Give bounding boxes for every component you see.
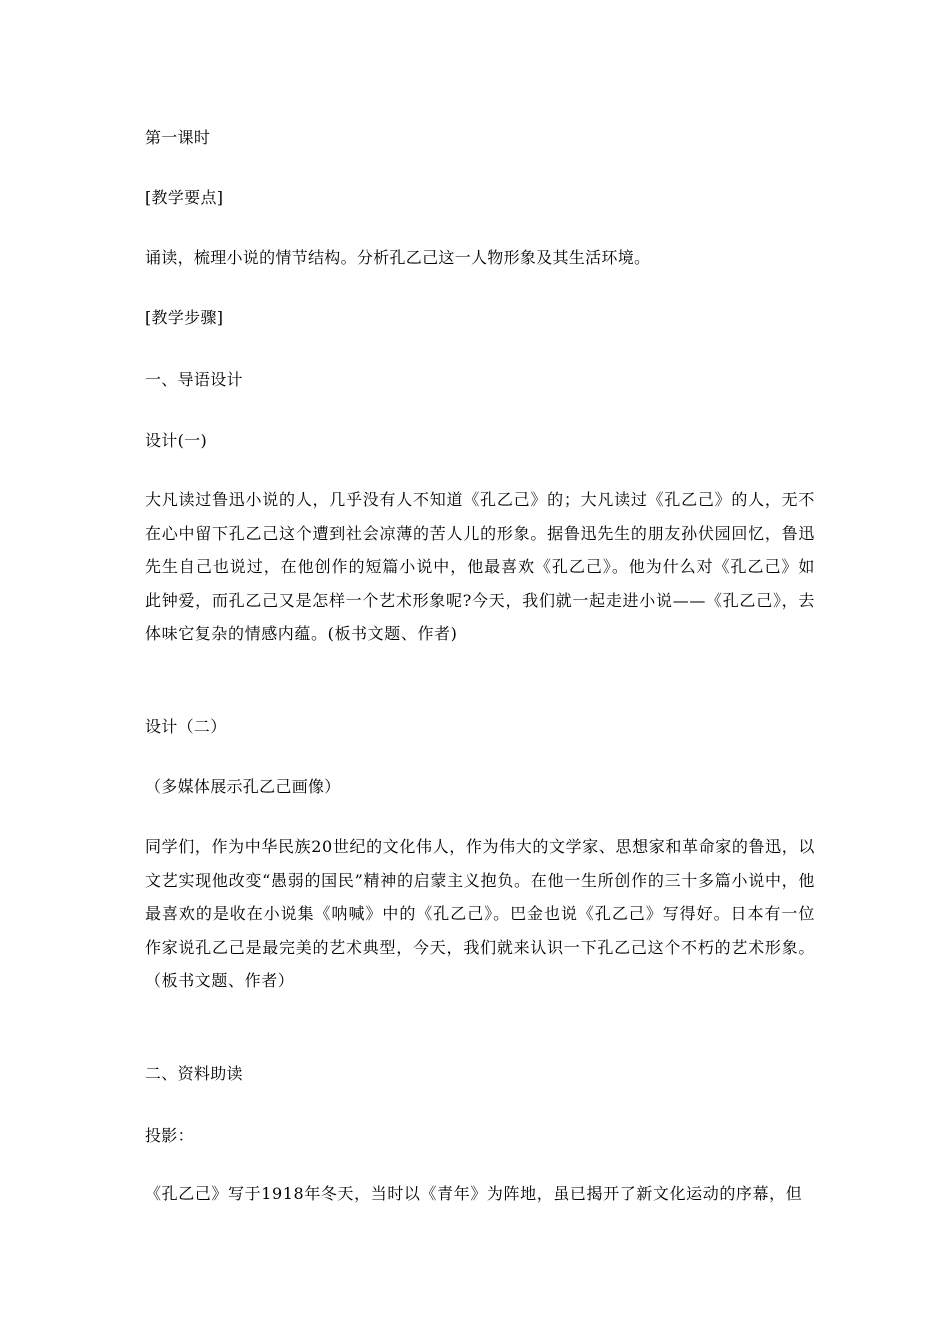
lesson-heading: 第一课时 xyxy=(145,128,211,147)
projection-paragraph: 《孔乙己》写于1918年冬天，当时以《青年》为阵地，虽已揭开了新文化运动的序幕，但 xyxy=(145,1184,803,1203)
projection-label: 投影： xyxy=(145,1126,194,1145)
design-2-paragraph: 同学们，作为中华民族20世纪的文化伟人，作为伟大的文学家、思想家和革命家的鲁迅，以文艺实现他改变“愚弱的国民”精神的启蒙主义抱负。在他一生所创作的三十多篇小说中，他最喜欢的是收在小说集《呐喊》中的《孔乙己》。巴金也说《孔乙己》写得好。日本有一位作家说孔乙己是最完美的艺术典型，今天，我们就来认识一下孔乙己这个不朽的艺术形象。（板书文题、作者） xyxy=(145,837,815,990)
design-2-note: （多媒体展示孔乙己画像） xyxy=(145,777,341,796)
section-1-title: 一、导语设计 xyxy=(145,370,243,389)
key-points-label: [教学要点] xyxy=(145,188,224,207)
design-1-paragraph: 大凡读过鲁迅小说的人，几乎没有人不知道《孔乙己》的；大凡读过《孔乙己》的人，无不在心中留下孔乙己这个遭到社会凉薄的苦人儿的形象。据鲁迅先生的朋友孙伏园回忆，鲁迅先生自己也说过，在他创作的短篇小说中，他最喜欢《孔乙己》。他为什么对《孔乙己》如此钟爱，而孔乙己又是怎样一个艺术形象呢?今天，我们就一起走进小说——《孔乙己》，去体味它复杂的情感内蕴。(板书文题、作者) xyxy=(145,490,815,643)
design-1-title: 设计(一) xyxy=(145,431,207,450)
key-points-text: 诵读，梳理小说的情节结构。分析孔乙己这一人物形象及其生活环境。 xyxy=(145,248,651,267)
section-2-title: 二、资料助读 xyxy=(145,1064,243,1083)
steps-label: [教学步骤] xyxy=(145,308,224,327)
design-2-title: 设计（二） xyxy=(145,717,227,736)
